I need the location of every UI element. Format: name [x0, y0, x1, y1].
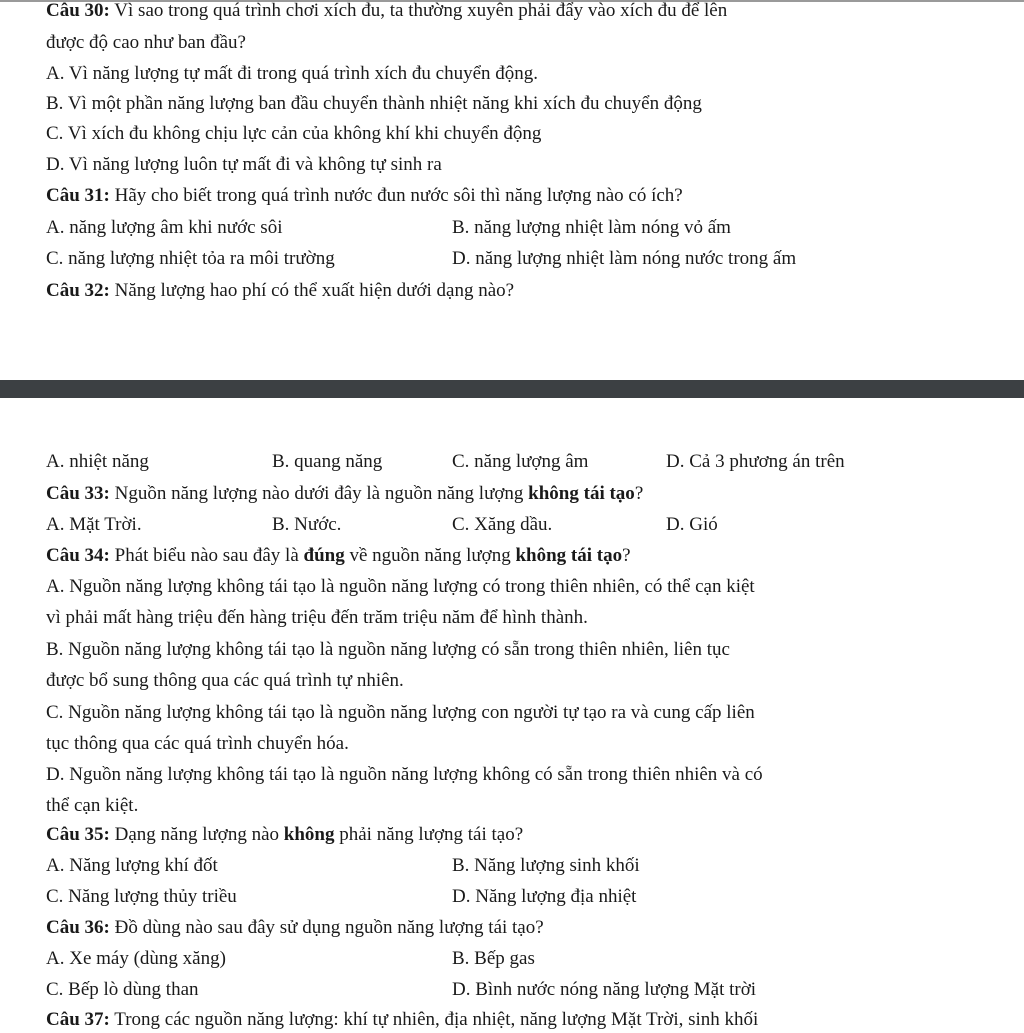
q31-option-c: C. năng lượng nhiệt tỏa ra môi trường	[46, 248, 335, 269]
q34-option-c-line2: tục thông qua các quá trình chuyển hóa.	[46, 733, 349, 754]
q34-option-a-line2: vì phải mất hàng triệu đến hàng triệu đến trăm triệu năm để hình thành.	[46, 607, 588, 628]
q36-option-c: C. Bếp lò dùng than	[46, 979, 199, 1000]
q30-option-b: B. Vì một phần năng lượng ban đầu chuyển thành nhiệt năng khi xích đu chuyển động	[46, 93, 702, 114]
q32-option-c: C. năng lượng âm	[452, 451, 589, 472]
q30-option-d: D. Vì năng lượng luôn tự mất đi và không tự sinh ra	[46, 154, 442, 175]
q33-option-a: A. Mặt Trời.	[46, 514, 142, 535]
q35-option-c: C. Năng lượng thủy triều	[46, 886, 237, 907]
q32-option-a: A. nhiệt năng	[46, 451, 149, 472]
question-34: Câu 34: Phát biểu nào sau đây là đúng về nguồn năng lượng không tái tạo?	[46, 545, 631, 566]
q36-option-d: D. Bình nước nóng năng lượng Mặt trời	[452, 979, 757, 1000]
question-30: Câu 30: Vì sao trong quá trình chơi xích đu, ta thường xuyên phải đẩy vào xích đu để lên	[46, 0, 728, 21]
q32-option-b: B. quang năng	[272, 451, 383, 472]
q33-option-b: B. Nước.	[272, 514, 342, 535]
document-page-bottom	[0, 398, 1024, 1029]
q31-option-a: A. năng lượng âm khi nước sôi	[46, 217, 283, 238]
q32-option-d: D. Cả 3 phương án trên	[666, 451, 845, 472]
question-35: Câu 35: Dạng năng lượng nào không phải năng lượng tái tạo?	[46, 824, 524, 845]
question-30-continued: được độ cao như ban đầu?	[46, 32, 246, 53]
q30-option-c: C. Vì xích đu không chịu lực cản của không khí khi chuyển động	[46, 123, 542, 144]
q34-option-d-line2: thể cạn kiệt.	[46, 795, 139, 816]
q36-option-b: B. Bếp gas	[452, 948, 535, 969]
document-page-top	[0, 0, 1024, 380]
page-separator	[0, 380, 1024, 398]
q30-option-a: A. Vì năng lượng tự mất đi trong quá trình xích đu chuyển động.	[46, 63, 539, 84]
q31-option-d: D. năng lượng nhiệt làm nóng nước trong ấm	[452, 248, 797, 269]
question-37: Câu 37: Trong các nguồn năng lượng: khí tự nhiên, địa nhiệt, năng lượng Mặt Trời, sinh khối	[46, 1009, 759, 1030]
question-33: Câu 33: Nguồn năng lượng nào dưới đây là nguồn năng lượng không tái tạo?	[46, 483, 644, 504]
q34-option-c-line1: C. Nguồn năng lượng không tái tạo là nguồn năng lượng con người tự tạo ra và cung cấp liên	[46, 702, 755, 723]
question-36: Câu 36: Đồ dùng nào sau đây sử dụng nguồn năng lượng tái tạo?	[46, 917, 544, 938]
q35-option-b: B. Năng lượng sinh khối	[452, 855, 640, 876]
q35-option-d: D. Năng lượng địa nhiệt	[452, 886, 637, 907]
q36-option-a: A. Xe máy (dùng xăng)	[46, 948, 226, 969]
q34-option-b-line1: B. Nguồn năng lượng không tái tạo là nguồn năng lượng có sẵn trong thiên nhiên, liên tục	[46, 639, 730, 660]
question-31: Câu 31: Hãy cho biết trong quá trình nước đun nước sôi thì năng lượng nào có ích?	[46, 185, 683, 206]
q34-option-a-line1: A. Nguồn năng lượng không tái tạo là nguồn năng lượng có trong thiên nhiên, có thể cạn kiệt	[46, 576, 755, 597]
q33-option-c: C. Xăng dầu.	[452, 514, 553, 535]
q34-option-d-line1: D. Nguồn năng lượng không tái tạo là nguồn năng lượng không có sẵn trong thiên nhiên và có	[46, 764, 763, 785]
q33-option-d: D. Gió	[666, 514, 718, 535]
q31-option-b: B. năng lượng nhiệt làm nóng vỏ ấm	[452, 217, 731, 238]
q34-option-b-line2: được bổ sung thông qua các quá trình tự nhiên.	[46, 670, 404, 691]
q35-option-a: A. Năng lượng khí đốt	[46, 855, 218, 876]
question-32: Câu 32: Năng lượng hao phí có thể xuất hiện dưới dạng nào?	[46, 280, 515, 301]
